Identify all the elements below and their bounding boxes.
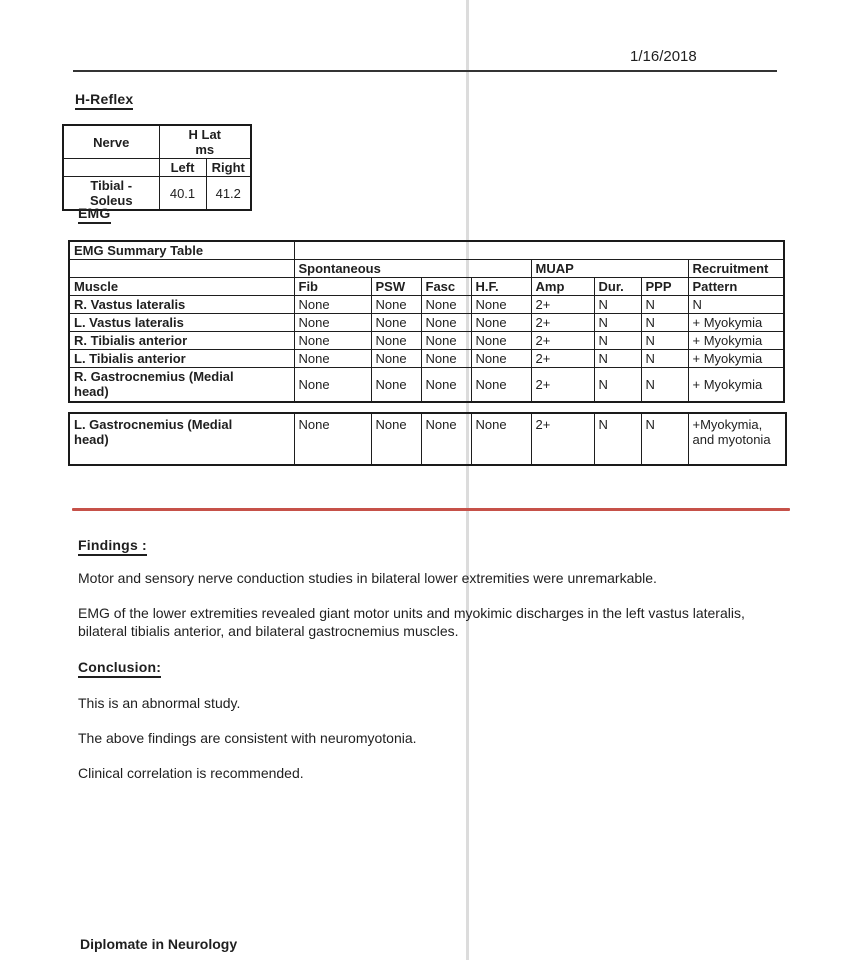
dur-value: N xyxy=(594,350,641,368)
right-column-header: Right xyxy=(206,159,251,177)
hf-value: None xyxy=(471,413,531,465)
dur-value: N xyxy=(594,368,641,402)
findings-paragraph: Motor and sensory nerve conduction studies in bilateral lower extremities were unremarkable. xyxy=(78,570,657,586)
pattern-column-header: Pattern xyxy=(688,278,784,296)
amp-column-header: Amp xyxy=(531,278,594,296)
muscle-name: L. Tibialis anterior xyxy=(69,350,294,368)
amp-value: 2+ xyxy=(531,413,594,465)
left-column-header: Left xyxy=(159,159,206,177)
dur-value: N xyxy=(594,296,641,314)
muscle-name-text: R. Gastrocnemius (Medial head) xyxy=(74,369,234,400)
h-reflex-table xyxy=(62,124,252,211)
psw-value: None xyxy=(371,314,421,332)
dur-column-header: Dur. xyxy=(594,278,641,296)
conclusion-paragraph: Clinical correlation is recommended. xyxy=(78,765,304,781)
hf-value: None xyxy=(471,350,531,368)
muscle-name: L. Vastus lateralis xyxy=(69,314,294,332)
muscle-name xyxy=(69,368,294,402)
emg-summary-table xyxy=(68,240,785,403)
dur-value: N xyxy=(594,413,641,465)
fasc-value: None xyxy=(421,350,471,368)
fib-value: None xyxy=(294,368,371,402)
fasc-column-header: Fasc xyxy=(421,278,471,296)
muscle-column-header: Muscle xyxy=(69,278,294,296)
findings-heading: Findings : xyxy=(78,537,147,556)
scan-fold-line xyxy=(466,0,469,960)
empty-cell xyxy=(294,241,784,260)
report-date: 1/16/2018 xyxy=(630,48,697,65)
hf-value: None xyxy=(471,368,531,402)
fasc-value: None xyxy=(421,314,471,332)
muap-group-header: MUAP xyxy=(531,260,688,278)
ppp-column-header: PPP xyxy=(641,278,688,296)
fasc-value: None xyxy=(421,368,471,402)
group-header-row xyxy=(69,260,784,278)
ppp-value: N xyxy=(641,314,688,332)
conclusion-heading: Conclusion: xyxy=(78,659,161,678)
h-lat-label: H Lat xyxy=(188,127,221,142)
nerve-column-header: Nerve xyxy=(63,125,159,159)
ppp-value: N xyxy=(641,413,688,465)
muscle-name-text: L. Gastrocnemius (Medial head) xyxy=(74,417,233,447)
amp-value: 2+ xyxy=(531,350,594,368)
ppp-value: N xyxy=(641,332,688,350)
psw-value: None xyxy=(371,368,421,402)
psw-value: None xyxy=(371,296,421,314)
empty-cell xyxy=(63,159,159,177)
hf-column-header: H.F. xyxy=(471,278,531,296)
psw-value: None xyxy=(371,413,421,465)
muscle-name: R. Tibialis anterior xyxy=(69,332,294,350)
psw-value: None xyxy=(371,332,421,350)
table-row xyxy=(69,350,784,368)
h-lat-units: ms xyxy=(195,142,215,157)
table-title-row xyxy=(69,241,784,260)
header-rule xyxy=(73,70,777,72)
emg-heading: EMG xyxy=(78,205,111,224)
ppp-value: N xyxy=(641,368,688,402)
ppp-value: N xyxy=(641,350,688,368)
h-reflex-subheader-row xyxy=(63,159,251,177)
pattern-value: + Myokymia xyxy=(688,350,784,368)
conclusion-paragraph: This is an abnormal study. xyxy=(78,695,241,711)
hf-value: None xyxy=(471,332,531,350)
hf-value: None xyxy=(471,296,531,314)
hf-value: None xyxy=(471,314,531,332)
amp-value: 2+ xyxy=(531,368,594,402)
findings-paragraph: EMG of the lower extremities revealed giant motor units and myokimic discharges in the left vastus lateralis, bilateral tibialis anterior, and bilateral gastrocnemius muscles. xyxy=(78,605,745,639)
column-header-row xyxy=(69,278,784,296)
h-lat-column-header xyxy=(159,125,251,159)
red-separator-rule xyxy=(72,508,790,511)
amp-value: 2+ xyxy=(531,332,594,350)
fib-column-header: Fib xyxy=(294,278,371,296)
table-row xyxy=(69,413,786,465)
fasc-value: None xyxy=(421,413,471,465)
nerve-name: Tibial - Soleus xyxy=(63,177,159,211)
table-row xyxy=(69,332,784,350)
fib-value: None xyxy=(294,332,371,350)
fib-value: None xyxy=(294,296,371,314)
muscle-name: R. Vastus lateralis xyxy=(69,296,294,314)
fasc-value: None xyxy=(421,332,471,350)
pattern-value: + Myokymia xyxy=(688,314,784,332)
emg-overflow-table xyxy=(68,412,787,466)
fib-value: None xyxy=(294,350,371,368)
h-reflex-header-row xyxy=(63,125,251,159)
fib-value: None xyxy=(294,413,371,465)
spontaneous-group-header: Spontaneous xyxy=(294,260,531,278)
pattern-value: + Myokymia xyxy=(688,368,784,402)
h-reflex-heading: H-Reflex xyxy=(75,91,133,110)
psw-value: None xyxy=(371,350,421,368)
fib-value: None xyxy=(294,314,371,332)
pattern-value: N xyxy=(688,296,784,314)
muscle-name xyxy=(69,413,294,465)
dur-value: N xyxy=(594,332,641,350)
ppp-value: N xyxy=(641,296,688,314)
table-row xyxy=(69,296,784,314)
psw-column-header: PSW xyxy=(371,278,421,296)
amp-value: 2+ xyxy=(531,296,594,314)
fasc-value: None xyxy=(421,296,471,314)
table-title: EMG Summary Table xyxy=(69,241,294,260)
dur-value: N xyxy=(594,314,641,332)
pattern-value: + Myokymia xyxy=(688,332,784,350)
amp-value: 2+ xyxy=(531,314,594,332)
h-lat-right-value: 41.2 xyxy=(206,177,251,211)
h-lat-left-value: 40.1 xyxy=(159,177,206,211)
table-row xyxy=(69,314,784,332)
signer-credential: Diplomate in Neurology xyxy=(80,936,238,952)
table-row xyxy=(69,368,784,402)
recruitment-group-header: Recruitment xyxy=(688,260,784,278)
conclusion-paragraph: The above findings are consistent with neuromyotonia. xyxy=(78,730,417,746)
pattern-value: +Myokymia, and myotonia xyxy=(688,413,786,465)
empty-cell xyxy=(69,260,294,278)
